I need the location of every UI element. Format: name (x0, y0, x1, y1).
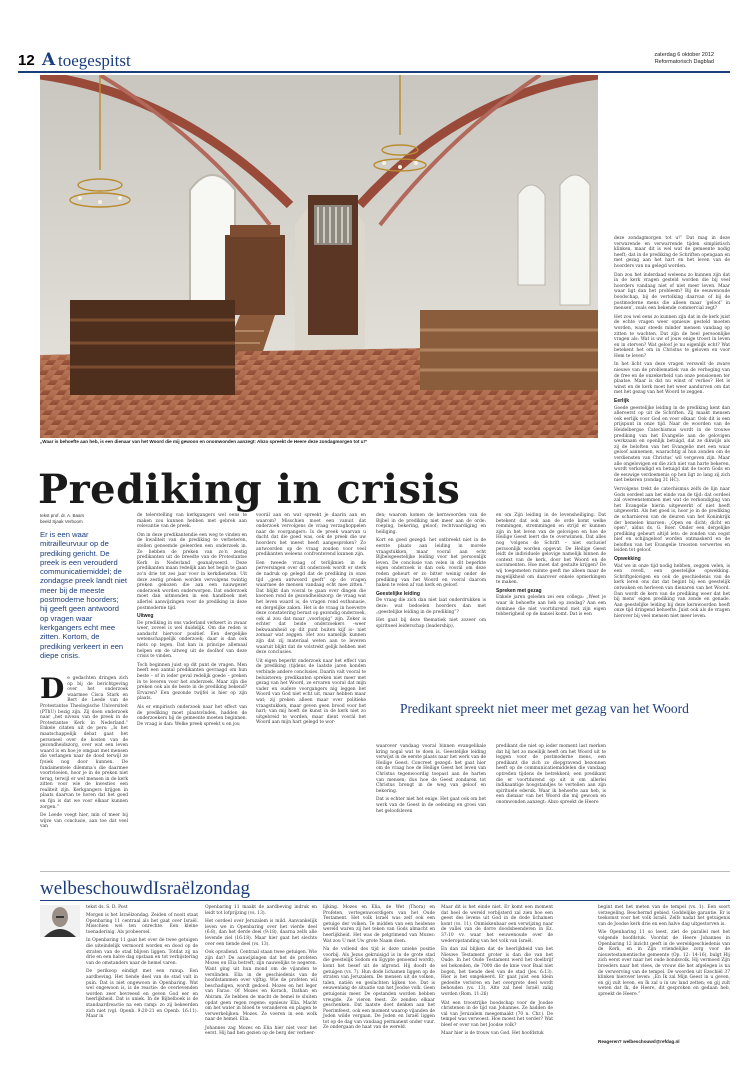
paragraph: Als er empirisch onderzoek naar het effect van de prediking moet plaatsvinden, hadden de onderzoekers bij de gemeente moeten beginnen. De vraag is dan: Welke preek spreekt u en jou (137, 705, 247, 727)
article-column-4 (376, 513, 486, 632)
paragraph: Het gaat bij deze thematiek niet zozeer om spiritueel leiderschap (leadership), (376, 618, 486, 629)
paragraph: waarover vandaag vooral binnen evangelikale kring nogal wat te doen is. Geestelijke leiding verwijst in de eerste plaats naar het werk van de Heilige Geest. Concreet gezegd: het gaat hier om de vraag hoe de Heilige Geest het leven van Christus tegenwoordig toepast aan de harten van mensen; dus hoe de Geest zondaren tot Christus brengt in de weg van geloof en bekering. (376, 744, 486, 794)
photo-caption: „Waar is behoefte aan heb, is een dienaar van het Woord die mij gewoon en onomwonden aanzegt: Abzo spreekt de Heere deze zondagmorgen tot u!” (40, 439, 368, 444)
column-col-3 (323, 905, 435, 1034)
column-col-4 (441, 905, 553, 1040)
paragraph: De perikoop eindigt met een runup. Een aardbeving. Het tiende deel van de stad valt in puin. Dat is niet ongewoon in Openbaring. Wat wel ongewoon is, is de reactie: de overlevenden worden zeer bevreesd en geven God eer en heerlijkheid. Dat is uniek. In de Bijbelboek is de standaardreactie na een ramp: zo zij bekeerden zich niet (vgl. Openb. 9:20-21 en Openb. 16:11). Maar in (86, 969, 198, 1020)
paragraph: Om in deze predikantendie een weg te vinden en de kwaliteit van de prediking te verbeteren, stellen genoemde geleerden een onderzoek in. Ze hebben de preken van zo’n zestig predikanten uit de breedte van de Protestantse Kerk in Nederland geanalyseerd. Deze predikanten maan redelijk aan het begin te gaan zo’n drie tot zes jaar voor in kerkdiensten. Uit deze zestig preken worden vervolgens twintig preken gekozen die aan een nauwgezet onderzoek worden onderworpen. Dat onderzoek moet dan uitmonden in een handboek met allerlei aanwijzingen voor de prediking in deze postmoderne tijd. (137, 532, 247, 611)
paragraph: Wie Openbaring 11 so leest, ziet de parallel met het volgende hoofdstuk. Voordat de Heere Johannes in Openbaring 12 inzicht geeft in de wereldgeschiedenis van de Kerk, en in Zijn vriendelijke zorg voor de nieuwtestamentische gemeente (Op. 12: 14-16), bulgt Hij zich eerst over naar het oude bondsvolk. Hij vermoed Zijn broeders naar het vlees, de vrouw die het afgelegen is na de verwerving van de tempel. De woorden uit Ezechiël 37 klinken hierover leven: „En Ik zal Mijn Geest in u geven, en gij zult leven, en Ik zal u in uw land zetten; en gij zult weten dat Ik, de Heere, dit gesproken en gedaan heb, spreekt de Heere.” (598, 930, 730, 997)
paragraph: Het oordeel over Jeruzalem is mild. Aanvankelijk leven we in Openbaring over het vierde deel (6:8), dan het derde deel (9:18), daarna zelfs alle levende ziel (16:18). Maar hier gaat het slechts over een tiende deel (vs. 13). (205, 919, 317, 947)
paragraph: Maar hier is de trouw van God. Het hoofdstuk (441, 1031, 544, 1037)
paragraph: Wat een troostrijke boodschap voor de Joodse christenen in de tijd van Johannes. Ze hadden de val van Jeruzalem meegemaakt (70 n. Chr.). De tempel was verwoest. Hoe moest het verder? Wat bleef er over van het Joodse volk? (441, 1000, 553, 1028)
paragraph: en om Zijn leiding in de levensheiliging. Dat betekent dat ook aan de orde komt welke remmingen, stremmingen en strijd er kunnen zijn in het leven van de gelovigen en hoe de Heilige Geest leert die te overwinnen. Dat alles nog ‘volgens de Schrift – niet exclusief persoonlijk worden opgevat. De Heilige Geest leidt de individuele gelovige namelijk binnen de context van de kerk, door het Woord en de sacramenten. Hoe moet dat gestalte krijgen? De wij toegemeten ruimte geeft me alleen maar de mogelijkheid om daarover enkele opmerkingen te maken. (496, 513, 606, 586)
author-portrait (40, 905, 80, 937)
newspaper-name: Reformatorisch Dagblad (654, 59, 714, 65)
article-column-4-lower (376, 744, 486, 817)
column-col-2 (205, 905, 317, 1040)
article-column-5 (496, 513, 606, 621)
article-column-2 (137, 513, 247, 730)
subheading: Opwekking (614, 556, 641, 563)
paragraph: Na de vollend des tijd is deze unieke positie voorbij. Als Jezus gekruisigd is in de grote stad die geestelijk Sodom en Egypte genoemd wordt), komt het besef uit de afgrond. Hij doodt de getuigen (vs. 7). Hun dode lichamen liggen op de straten van Jeruzalem. De mensen uit de volken, talen, natiën en geslachten kijken toe. Dat is eeuwenlang de situatie van het Joodse volk. Geen getuigenis meer. De opstanden worden hebben vreugde. Ze vieren feest. Ze zenden elkaar geschenken. Dat laatste doet denken aan het Poerimfeest, ook een moment waarop vijanden de Joden wilde vergaan. De Joden en Israël liggen tot op de dag van vandaag permanent onder vuur. Ze ondergaan de haat van de wereld. (323, 947, 435, 1031)
subheading: Uitweg (137, 613, 154, 620)
paragraph: Wat we in onze tijd nodig hebben, zeggen velen, is een revell, een geestelijke opwekking. Schriftgelovigen en ook de geschiedenis van de kerk leren ons dat dat begint bij een geestelijk ontwaken en herleven van dienaren van het Woord. Dan wordt de kern van de prediking weer dat het bij mens’ eigen prediking van zonde en genade. Aan geestelijke leiding bij deze kernwoorden heeft onze tijd dringend behoefte. Juist ook als de vragen hierover bij veel mensen niet meer leven. (614, 563, 730, 619)
paragraph: Goede geestelijke leiding in de prediking kent dan allereerst op uit de Schriften. Zij maakt mensen ook eerlijk voor God en voor elkaar. Ook dit is een prijspunt in onze tijd. Naar de woorden van de Heidelbergse Catechismus wordt in de trouwe prediking van het Evangelie aan de gelovigen werkzaam en openlijk betuigd, dat ze dikwijls als zij de beloften van het Evangelie met een waar geloof aannemen, waarachtig al hun zonden om de verdiensten van Christus’ wil vergeven zijn. Maar alle ongelovigen en die zich niet van harte bekeren, wordt verkondigd en betuigd dat de toorn Gods en de eeuwige verdoemenis op hen ligt zo lang zij zich niet bekeren (zondag 31 HC). (614, 405, 730, 484)
paragraph: Dat is echter niet het enige. Het gaat ook om het werk van de Geest in de oefening en groei van het geloofsleven (376, 797, 486, 814)
paragraph: Het zou wel eens zo kunnen zijn dat in de kerk juist de echte vragen weer opnieuw gesteld moeten worden, waar steeds minder mensen vandaag op zitten te wachten. Dat zijn de heel persoonlijke vragen als: Wat is uw of jouw enige troost in leven en in sterven? Wat geloof je nu eigenlijk echt? Wat betekent het om in Christus te geloven en voor Hem te leven? (614, 314, 730, 359)
page-number: 12 (18, 52, 35, 69)
paragraph: De prediking in ons vaderland verkeert in zwaar weer, zoveel is wel duidelijk. Om die reden is aandacht hiervoor positief. Een dergelijke wetenschappelijk onderzoek; daar is dan ook niets op tegen. Dat kan in principe allemaal helpen om de uitweg uit de doolhof van deze crisis te vinden. (137, 620, 247, 660)
author-credit: tekst prof. dr. A. Baars (40, 513, 85, 518)
paragraph: In het licht van deze vragen verswelt de zware nieuwe van de problematiek van de verhoging van de free en de onzekerheid van onze pensioenen ter plaatse. Maar is dat nu winst of verlies? Het is winst en de kerk moet het weer aandurven om dat met het gezag van het Woord te zeggen. (614, 362, 730, 396)
paragraph: Enkele jaren geleden zei een collega: „Weet je waar ik behoefte aan heb op zondag? Aan een dominee die niet voortdurend met zijn eigen tobberigheid op de kansel komt. Dat is een (496, 595, 606, 618)
paragraph: predikant die niet op ieder moment last merken dat hij het zo moeilijk heeft om het Woord uit te leggen voor de postmoderne mens, een predikant die zich zo diepgravend bezonnen heeft op de communicatiemiddelen die vandaag optreden tijdens de betrekkenl; een predikant die er voortdurend op uit is om allerlei indikaantige hoogstandjes te vertellen aan zijn spirituele ederuk. Waar ik behoefte aan heb, is een dienaar van het Woord die mij gewoon en onomwonden aanzegt: Abzo spreekt de Heere (496, 744, 606, 805)
column-header-rule (40, 900, 730, 901)
paragraph: De Leede voegt hier, min of meer bij wijze van conclusie, aan toe dat veel van (40, 813, 128, 830)
date-block (654, 52, 714, 66)
paragraph: De vraag die zich dan niet laat onderdrukken is deze: wat bedoelen hoorders dan met „geestelijke leiding in de prediking”? (376, 598, 486, 615)
paragraph: lijking. Mozes en Elia, de Wet (Thora) en Profeten, vertegenwoordigers van het Oude Testament. Het volk Israël was zelf ook een getuige der volken. Te midden van een heidense wereld waren zij het teken van Gods almacht en heerlijkheid. Het was de pelgrimend van Mozes: Wat zou U met Uw grote Naam doen. (323, 905, 435, 944)
paragraph: deze zondagmorgen tot u!” Dat mag in deze verwarende en verwarrende tijden simplistisch klinken, maar dit is wel wat de gemeente nodig heeft; dat in de prediking de Schriften opengaan en met gezag aan het hart en het leven van de hoorders van nu gelegd worden. (614, 236, 730, 269)
issue-date: zaterdag 6 oktober 2012 (654, 52, 714, 58)
paragraph: Uit eigen beperkt onderzoek naar het effect van de prediking (tijdens de laatste jaren konden verbinde andere conclusies. Daarin valt vooral te beluisteren; predikanten spreken niet meer met gezag van het Woord, ze ervaren vooral dat mijn vader en oudere voorgangers nig leggen het Woord van God niet echt uit, maar hebben maar wat; zij preken alleen maar over politieke vraagstukken, maar geven geen brood voor het hart; van mij hoeft de kunst in de kerk niet zo uitgebreid te worden, maar dient voorál het Woord aan mijn hart gelegd te wor- (256, 658, 366, 726)
paragraph: Dan zou het inderdaad weleens zo kunnen zijn dat in de kerk vragen gesteld worden die bij veel hoorders vandaag niet of niet meer leven. Maar waar ligt dan het probleem? Bij de eeuwenoude boodschap, bij de vertolking daarvan of bij de postmoderne mens die alleen maar ‘geloof’ in mensen’, zoals een bekende commercial zegt? (614, 272, 730, 312)
reply-email[interactable]: Reageren? welbeschouwd@refdag.nl (598, 1039, 680, 1044)
header-rule (18, 71, 730, 73)
paragraph: e gedachten dringen zich op bij de berichtgeving over het onderzoek waarmee Cisca Stark en Bert de Leede van de Protestantse Theologische Universiteit (PThU) bezig zijn. Zij doen onderzoek naar „het niveau van de preek in de Protestantse Kerk in Nederland.” Enkele citaten uit de pers: „Is het maatschappelijk debat gaat het personeel over de kosten van de gezondheidszorg, over wat een leven waard is en hoe je omgaat met mensen die verlangen naar de dood terwijl ze fysiek nog door kunnen. De fundamentele dilemma’s die daarmee voortvloeien, hoor je in de preken niet terug, terwijl er wel mensen in de kerk zitten voor wie de kwesties een realiteit zijn. Kerkgangers krijgen in plaats daarvan te horen dat het goed en fijn is dat we voor elkaar kunnen zorgen.” (40, 676, 128, 810)
paragraph: Een tweede vraag of terlijkniet: in de perversingen over dit onderzoek wordt er sterk de nadruk op gelegd dat de prediking in onze tijd „geen antwoord geeft” op de vragen waarmee de mensen vandaag echt mee zitten.” Dat blijkt dan vooral te gaan over dingen die koersen rond de gezondheidszorg: de vraag wat het leven waard is, de vragen rond euthanasie, en dergelijke zaken. Het is de vraag in hoeverre deze constatering berust op gezondig onderzoek, ook al zou dat maar „voorlopig” zijn. Zeker is echter dat beide onderzoekers –weer bekwaamheid op dit punt buiten kijf is– niet zomaar wat zeggen. Het zou namelijk kunnen zijn dat zij materiaal weten aan te leveren waaruit blijkt dat de volstrekt gelijk hebben met deze conclusies. (256, 560, 366, 656)
column-section-name: welbeschouwd (40, 878, 153, 899)
dropcap: D (40, 672, 65, 705)
section-name: toegespitst (58, 51, 131, 70)
subheading: Spreken met gezag (496, 587, 542, 594)
paragraph: den; waarom komen de kernwoorden van de Bijbel in de prediking niet meer aan de orde: roeping, bekering, geloof; rechtvaardiging en heiliging. (376, 513, 486, 535)
paragraph: Ook opvallend. Centraal staan twee getuigen. Wie zijn dat? De aanwijzingen dat het de profeten Mozes en Elia betreft, zijn nauwelijks te negeren. Want ging uit hun mond om de vijanden te verslinden. Elia in de geschiedenis van de hoofdstammen over vijftig. Wie de profeten wil beschadigen, wordt gedood. Mozes en het leger van Farao. Of Mozes en Korach, Dathan en Abiram. Ze hebben de macht de hemel te sluiten opdat geen regen regene: opnieuw Elia. Macht om het water in bloed te veranderen en plagen te verwerkelijken: Mozes. Ze voeren in een wolk naar de hemel. Elia. (205, 950, 317, 1023)
article-column-1 (40, 672, 128, 833)
pull-quote: Predikant spreekt niet meer met gezag van het Woord (400, 701, 689, 716)
photo-credit: beeld Sjaak Verboom (40, 519, 83, 524)
article-column-3 (256, 513, 366, 729)
paragraph: In Openbaring 11 gaat het over de twee getuigen die uiteindelijk vermoord worden en dood op de straten van de stad blijven liggen. Totdat zij na drie en een halve dag opstaan en tot verbijstering van de omstanders naar de hemel varen. (86, 938, 198, 966)
paragraph: Toch beginnen juist op dit punt de vragen. Men heeft een aantal predikanten gevraagd om hun beste – of in ieder geval redelijk goede – preken in te leveren voor het onderzoek. Maar zijn die preken ook als de beste in de prediking bekend? Ervaren? Een gezonde twijfel is hier op zijn plaats. (137, 662, 247, 702)
paragraph: begint met het meten van de tempel (vs. 1). Een soort verzegeling. Beschermd gebied. Goddelijke garantie. Er is toekomst voor het volk Israël. Zelfs nadat het getuigenis van de Joodse kerk drie en een halve dag uitgestorven is. (598, 905, 730, 927)
paragraph: Morgen is het Israëlzondag. Zeiden of nooit staat Openbaring 11 centraal als het gaat over Israël. Misschien wel ten onrechte. Een kleine toenaderinig. Als probeersel. (86, 913, 198, 935)
article-headline: Prediking in crisis (38, 466, 461, 513)
column-col-1 (86, 913, 198, 1023)
section-letter: A (42, 50, 56, 70)
subheading: Geestelijke leiding (376, 590, 420, 597)
section-divider (40, 871, 730, 872)
paragraph: de telerstelling van kerkgangers wel eens te maken zou kunnen hebben met gebrek aan relevantie van de preek. (137, 513, 247, 530)
article-column-6 (614, 236, 730, 623)
paragraph: Openbaring 11 maakt de aardbeving indruk en leidt tot lofprijzing (vs. 13). (205, 905, 317, 916)
subheading: Eerlijk (614, 398, 630, 405)
byline (40, 513, 128, 525)
paragraph: voorál aan en wat spreekt je daarin aan en waarom? Misschien moet een vanuit dat onderzoek vervolgens de vraag verzaghoppelen naar de voorgangers: Is de preek waarvan u dacht dat die goed was, ook de preek die uw hoorders het meest heeft aangesproken? Zo antwoorden op de vraag zouden voor veel predikanten weleens confronterend kunnen zijn. (256, 513, 366, 558)
column-author: tekst ds. S. D. Post (86, 905, 128, 910)
paragraph: Maar dit is het einde niet. Er komt een moment dat heel de wereld verbijsterd zal zien hoe een geest des levens uit God in de dode lichamen komt (vs. 11). Onmiskenbaar een verwijzing naar de vallei van de dorre doodsbeenderen in Ez. 37:10 vv. waar het eeuwenoude over de wederopstanding van het volk van Israël. (441, 905, 553, 944)
paragraph: En dan zal blijken dat de heerlijkheid van het Nieuwe Testament groter is dan die van het Oude. In het Oude Testament werd het doelbrijf sel bekonden, de 7000 die de knie voor Baal niet bogen, het tiende deel van de stad (Jes. 6:13). Hier is het omgekeerd. Er gaat juist een klein gedeelte verloren en het overgrote deel wordt behouden (vs. 13). Alto zal heel Israël zalig worden (Rom. 11:26) (441, 947, 553, 997)
church-interior-photo (40, 75, 598, 438)
paragraph: Johannes zag Mozes en Elia hier niet voor het eerst. Hij had hen gezien op de berg der verheer- (205, 1025, 317, 1037)
paragraph: Vervolgens trekt de catechismus zelfs de lijn naar Gods oordeel aan het einde van de tijd: dat oordeel zal overeenstemmen met wat de verkondiging van het Evangelie hierin uitgewerkt of niet heeft uitgewerkt. Als het goed is, hoor je in de prediking de scharnieren van de deuren van het Koninkrijk der hemelen knarsen: „Open en dicht; dicht en open”, aldus ds. G. Boer. Onder een dergelijke prediking gebeurt altijd iets: de zonden van oogst hief en schijngeloof worden ontmaskerd en de beloften van het Evangelie troosten verwertes en leiden tot geloof. (614, 486, 730, 554)
column-col-5 (598, 905, 730, 1001)
column-title: Israëlzondag (153, 878, 251, 899)
article-column-5-lower (496, 744, 606, 809)
intro-text: Er is een waar mitrailleurvuur op de prediking gericht. De preek is een verouderd communicatiemiddel; de zondagse preek landt niet meer bij de meeste postmoderne hoorders; hij geeft geen antwoord op vragen waar kerkgangers echt mee zitten. Kortom, de prediking verkeert in een diepe crisis. (40, 530, 127, 660)
paragraph: Kort en goed gezegd: het ontbreekt niet in de eerste plaats aan leiding in morele vraagstukken, maar vooral aan echt Bijbelsgeestelijke leiding voor het persoonlijk leven. De conclusie van velen in dit beperkte eigen onderzoek is dan ook: voorál om deze reden geheurt er zo bitter weinig onder de prediking van het Woord en vooral daarom haken te velen af van kerk en geloof. (376, 538, 486, 589)
